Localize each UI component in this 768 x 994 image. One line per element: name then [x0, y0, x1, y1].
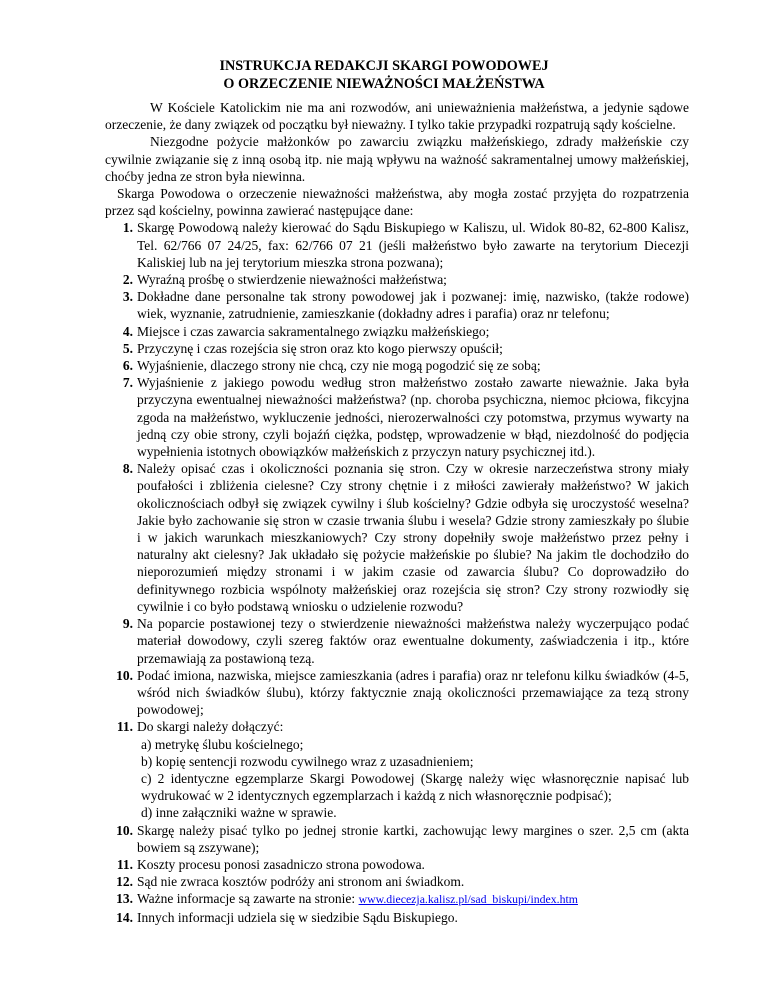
paragraph-3: Skarga Powodowa o orzeczenie nieważności małżeństwa, aby mogła zostać przyjęta do rozpatrzenia przez sąd kościelny, powinna zawierać następujące dane: [105, 186, 689, 219]
attachments-sublist [137, 736, 689, 822]
list-item [105, 822, 689, 856]
item-number: 8. [122, 461, 133, 477]
item-number: 7. [122, 375, 133, 391]
item-number: 1. [122, 220, 133, 236]
item-text: Podać imiona, nazwiska, miejsce zamieszkania (adres i parafia) oraz nr telefonu kilku świadków (4-5, wśród nich świadków ślubu), którzy faktycznie znają okoliczności przemawiające za tezą strony powodowej; [137, 667, 689, 718]
sub-item: a) metrykę ślubu kościelnego; [141, 736, 304, 752]
item-number: 12. [116, 874, 133, 890]
item-text: Przyczynę i czas rozejścia się stron oraz kto kogo pierwszy opuścił; [137, 340, 503, 356]
list-item [105, 374, 689, 460]
item-text: Wyjaśnienie z jakiego powodu według stron małżeństwo zostało zawarte nieważnie. Jaka była przyczyna ewentualnej nieważności małżeństwa? (np. choroba psychiczna, niemoc płciowa, fikcyjna zgoda na małżeństwo, wykluczenie jedności, nierozerwalności czy potomstwa, przymus wywarty na jedną czy obie strony, czyli bojaźń ciężka, podstęp, wprowadzenie w błąd, niezdolność do podjęcia wypełnienia istotnych obowiązków małżeńskich z przyczyn natury psychicznej itd.). [137, 375, 689, 460]
item-text: Skargę należy pisać tylko po jednej stronie kartki, zachowując lewy margines o szer. 2,5 cm (akta bowiem są zszywane); [137, 822, 689, 855]
sub-item: d) inne załączniki ważne w sprawie. [141, 805, 337, 821]
item-number: 10. [116, 822, 133, 838]
item-text: Na poparcie postawionej tezy o stwierdzenie nieważności małżeństwa należy wyczerpująco podać materiał dowodowy, czyli szereg faktów oraz ewentualne dokumenty, zaświadczenia i itp., które przemawiają za postawioną tezą. [137, 616, 689, 666]
item-number: 11. [116, 856, 133, 872]
list-item [105, 460, 689, 615]
list-item-website [105, 890, 689, 908]
list-item [105, 323, 689, 340]
intro-paragraph: W Kościele Katolickim nie ma ani rozwodów, ani unieważnienia małżeństwa, a jedynie sądowe orzeczenie, że dany związek od początku był nieważny. I tylko takie przypadki rozpatrują sądy kościelne. [105, 100, 689, 133]
list-item [105, 219, 689, 271]
paragraph-2: Niezgodne pożycie małżonków po zawarciu związku małżeńskiego, zdrady małżeńskie czy cywilnie związanie się z inną osobą itp. nie mają wpływu na ważność sakramentalnej umowy małżeńskiej, choćby jedna ze stron była niewinna. [105, 134, 689, 184]
list-item [105, 667, 689, 719]
list-item [105, 856, 689, 873]
item-text: Skargę Powodową należy kierować do Sądu Biskupiego w Kaliszu, ul. Widok 80-82, 62-800 Kalisz, Tel. 62/766 07 24/25, fax: 62/766 07 21 (jeśli małżeństwo było zawarte na terytorium Diecezji Kaliskiej lub na jej terytorium mieszka strona pozwana); [137, 220, 689, 270]
item-text: Miejsce i czas zawarcia sakramentalnego związku małżeńskiego; [137, 323, 490, 339]
item-text: Wyraźną prośbę o stwierdzenie nieważności małżeństwa; [137, 272, 447, 288]
requirements-list [105, 219, 689, 925]
document-body [105, 99, 689, 926]
item-text: Ważne informacje są zawarte na stronie: [137, 891, 359, 907]
list-item [105, 340, 689, 357]
item-text: Koszty procesu ponosi zasadniczo strona powodowa. [137, 856, 425, 872]
sub-item: c) 2 identyczne egzemplarze Skargi Powodowej (Skargę należy więc własnoręcznie napisać lub wydrukować w 2 identycznych egzemplarzach i każdą z nich własnoręcznie podpisać); [141, 770, 689, 804]
item-number: 6. [122, 358, 133, 374]
list-item [105, 909, 689, 926]
sub-item: b) kopię sentencji rozwodu cywilnego wraz z uzasadnieniem; [141, 753, 474, 769]
item-text: Należy opisać czas i okoliczności poznania się stron. Czy w okresie narzeczeństwa strony miały poufałości i zbliżenia cielesne? Czy strony chętnie i z miłości zawierały małżeństwo? W jakich okolicznościach odbył się związek cywilny i ślub kościelny? Gdzie odbyła się uroczystość weselna? Jakie było zachowanie się stron w czasie trwania ślubu i wesela? Gdzie strony zamieszkały po ślubie i w jakich warunkach mieszkaniowych? Czy strony dopełniły swoje małżeństwo przez pełny i naturalny akt cielesny? Jak układało się pożycie małżeńskie po ślubie? Na jakim tle dochodziło do nieporozumień między stronami i w jakim czasie od zawarcia ślubu? Co doprowadziło do definitywnego rozbicia wspólnoty małżeńskiej oraz rozejścia się stron? Czy strony rozwiodły się cywilnie i co było podstawą wniosku o udzielenie rozwodu? [137, 461, 689, 614]
item-text: Do skargi należy dołączyć: [137, 719, 284, 735]
item-text: Wyjaśnienie, dlaczego strony nie chcą, czy nie mogą pogodzić się ze sobą; [137, 358, 541, 374]
item-number: 9. [122, 616, 133, 632]
title-line-2: O ORZECZENIE NIEWAŻNOŚCI MAŁŻEŃSTWA [223, 75, 545, 92]
list-item [105, 271, 689, 288]
item-number: 14. [116, 909, 133, 925]
item-number: 13. [116, 891, 133, 907]
item-text: Sąd nie zwraca kosztów podróży ani stronom ani świadkom. [137, 874, 465, 890]
item-text: Dokładne dane personalne tak strony powodowej jak i pozwanej: imię, nazwisko, (także rodowe) wiek, wyznanie, zatrudnienie, zamieszkanie (dokładny adres i parafia) oraz nr telefonu; [137, 289, 689, 322]
item-number: 3. [122, 289, 133, 305]
title-line-1: INSTRUKCJA REDAKCJI SKARGI POWODOWEJ [219, 58, 549, 74]
item-number: 4. [122, 323, 133, 339]
website-link[interactable]: www.diecezja.kalisz.pl/sad_biskupi/index.htm [358, 892, 578, 907]
list-item [105, 357, 689, 374]
item-number: 11. [116, 719, 133, 735]
list-item [105, 615, 689, 667]
list-item [105, 873, 689, 890]
page-title [0, 58, 768, 93]
list-item-attachments [105, 718, 689, 821]
item-number: 10. [116, 667, 133, 683]
item-number: 2. [122, 272, 133, 288]
item-number: 5. [122, 340, 133, 356]
list-item [105, 288, 689, 322]
item-text: Innych informacji udziela się w siedzibie Sądu Biskupiego. [137, 909, 458, 925]
